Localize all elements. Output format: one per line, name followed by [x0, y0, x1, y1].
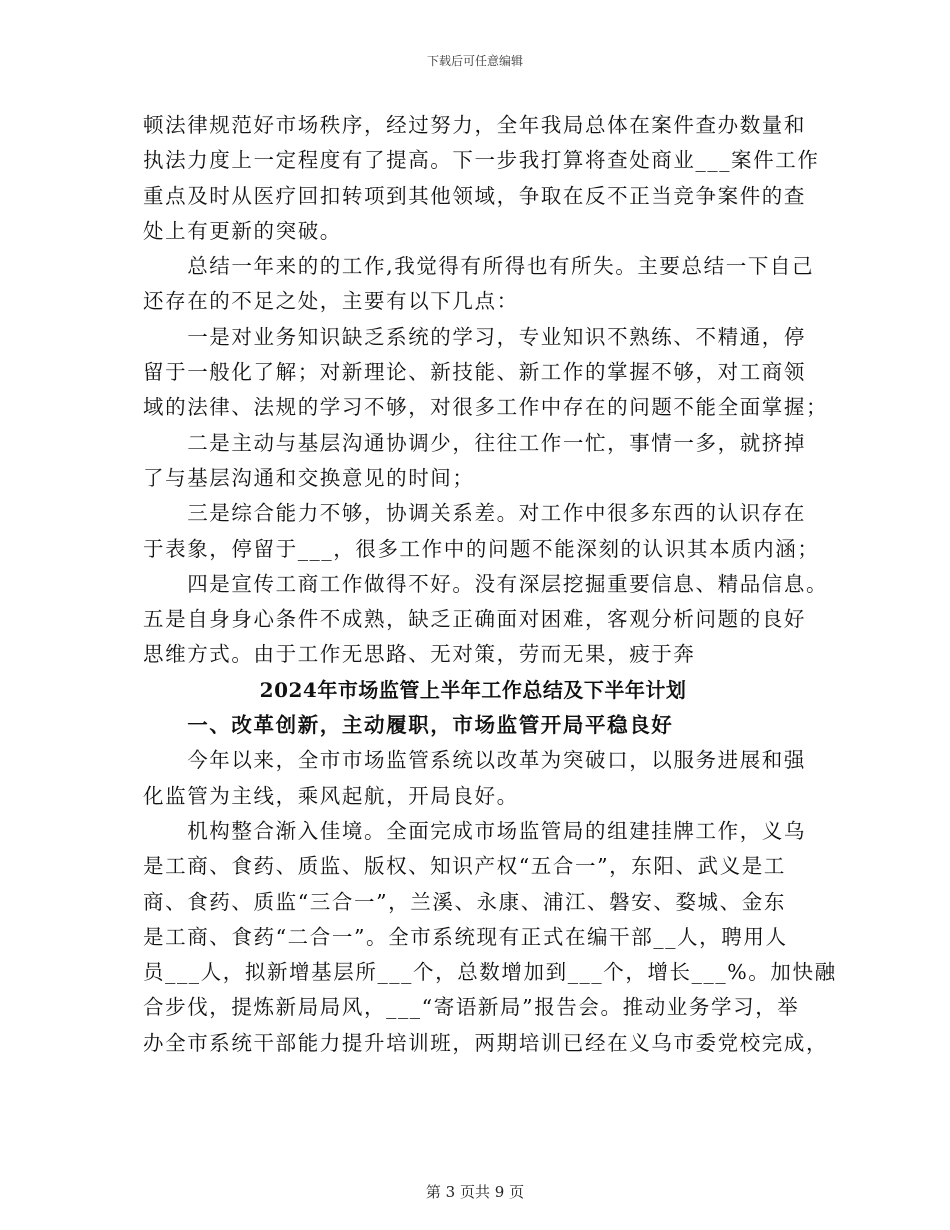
- text-line: 域的法律、法规的学习不够，对很多工作中存在的问题不能全面掌握；: [143, 395, 829, 420]
- text-line: 总结一年来的的工作,我觉得有所得也有所失。主要总结一下自己: [143, 254, 815, 279]
- text-line: 今年以来，全市市场监管系统以改革为突破口，以服务进展和强: [143, 748, 806, 773]
- paragraph-1: [143, 108, 820, 249]
- text-line: 还存在的不足之处，主要有以下几点：: [143, 289, 519, 314]
- text-line: 思维方式。由于工作无思路、无对策，劳而无果，疲于奔: [143, 642, 696, 667]
- paragraph-4: [143, 426, 806, 497]
- paragraph-8: [143, 814, 837, 1061]
- text-line: 商、食药、质监“三合一”，兰溪、永康、浦江、磐安、婺城、金东: [143, 889, 786, 914]
- text-line: 是工商、食药“二合一”。全市系统现有正式在编干部__人，聘用人: [143, 924, 788, 949]
- paragraph-6: [143, 567, 829, 673]
- text-line: 员___人，拟新增基层所___个，总数增加到___个，增长___%。加快融: [143, 960, 837, 985]
- document-body: [143, 108, 837, 1061]
- text-line: 四是宣传工商工作做得不好。没有深层挖掘重要信息、精品信息。: [143, 571, 829, 596]
- text-line: 二是主动与基层沟通协调少，往往工作一忙，事情一多，就挤掉: [143, 430, 806, 455]
- paragraph-7: [143, 743, 806, 814]
- text-line: 合步伐，提炼新局局风，___“寄语新局”报告会。推动业务学习，举: [143, 995, 800, 1020]
- text-line: 重点及时从医疗回扣转项到其他领域，争取在反不正当竞争案件的查: [143, 183, 806, 208]
- text-line: 了与基层沟通和交换意见的时间；: [143, 465, 475, 490]
- text-line: 执法力度上一定程度有了提高。下一步我打算将查处商业___案件工作: [143, 148, 820, 173]
- text-line: 五是自身身心条件不成熟，缺乏正确面对困难，客观分析问题的良好: [143, 607, 806, 632]
- text-line: 顿法律规范好市场秩序，经过努力，全年我局总体在案件查办数量和: [143, 113, 806, 137]
- page-header: 下载后可任意编辑: [426, 54, 523, 68]
- page-number: 第 3 页共 9 页: [425, 1183, 525, 1201]
- paragraph-3: [143, 320, 829, 426]
- text-line: 于表象，停留于___，很多工作中的问题不能深刻的认识其本质内涵；: [143, 536, 820, 561]
- document-title: 2024年市场监管上半年工作总结及下半年计划: [259, 677, 687, 702]
- text-line: 三是综合能力不够，协调关系差。对工作中很多东西的认识存在: [143, 501, 806, 526]
- text-line: 留于一般化了解；对新理论、新技能、新工作的掌握不够，对工商领: [143, 360, 806, 385]
- text-line: 化监管为主线，乘风起航，开局良好。: [143, 783, 519, 808]
- text-line: 处上有更新的突破。: [143, 218, 342, 243]
- text-line: 是工商、食药、质监、版权、知识产权“五合一”，东阳、武义是工: [143, 854, 786, 879]
- text-line: 一是对业务知识缺乏系统的学习，专业知识不熟练、不精通，停: [143, 324, 806, 349]
- paragraph-5: [143, 496, 820, 567]
- paragraph-2: [143, 249, 815, 320]
- text-line: 办全市系统干部能力提升培训班，两期培训已经在义乌市委党校完成，: [143, 1030, 829, 1055]
- text-line: 机构整合渐入佳境。全面完成市场监管局的组建挂牌工作，义乌: [143, 818, 806, 843]
- section-heading: 一、改革创新，主动履职，市场监管开局平稳良好: [143, 713, 674, 738]
